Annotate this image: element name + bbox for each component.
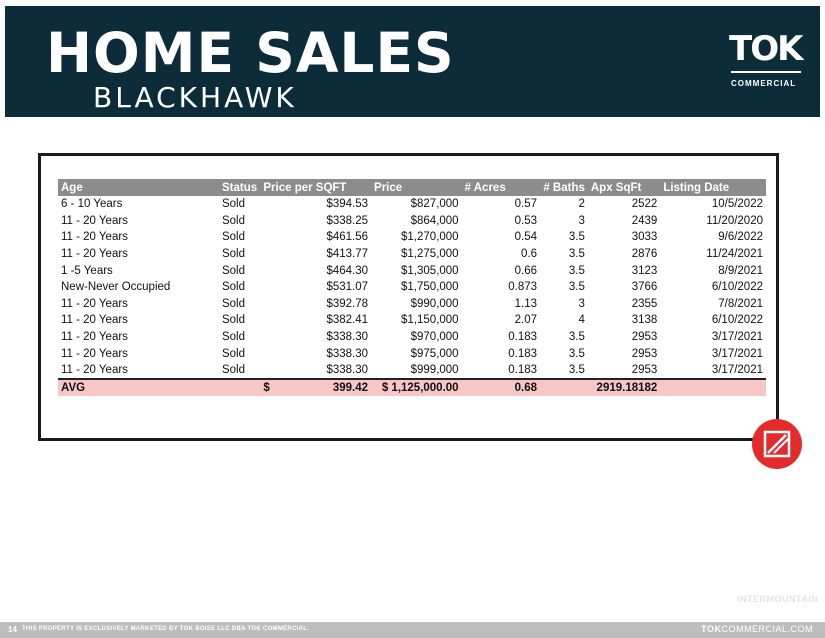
footer-url-rest: COMMERCIAL.COM: [721, 624, 813, 634]
avg-acres: 0.68: [462, 379, 540, 396]
footer-disclaimer: THIS PROPERTY IS EXCLUSIVELY MARKETED BY TOK BOISE LLC DBA TOK COMMERCIAL.: [22, 626, 310, 632]
column-header-age: Age: [58, 179, 219, 196]
table-row: [58, 345, 766, 362]
footer-bar: [0, 622, 825, 638]
cell-acres: 0.183: [508, 331, 538, 344]
cell-apx-sqft: 2522: [631, 198, 658, 211]
cell-listing-date: 8/9/2021: [718, 264, 763, 277]
cell-status: Sold: [221, 231, 245, 244]
table-row: [58, 312, 766, 329]
column-header-price-per-sqft: Price per SQFT: [260, 179, 371, 196]
cell-baths: 4: [578, 314, 585, 327]
cell-acres: 1.13: [514, 297, 538, 310]
header-banner: [5, 6, 820, 117]
cell-listing-date: 11/24/2021: [706, 248, 763, 261]
cell-listing-date: 10/5/2022: [711, 198, 763, 211]
cell-price-per-sqft: $382.41: [326, 314, 369, 327]
cell-age: 6 - 10 Years: [61, 198, 123, 211]
cell-price: $975,000: [410, 347, 459, 360]
cell-price: $970,000: [410, 331, 459, 344]
cell-status: Sold: [221, 264, 245, 277]
avg-apx-sqft: 2919.18182: [588, 379, 660, 396]
cell-price: $1,150,000: [401, 314, 459, 327]
column-header-price: Price: [371, 179, 462, 196]
logo-divider: [731, 71, 801, 73]
cell-price-per-sqft: $338.30: [326, 331, 369, 344]
cell-apx-sqft: 2953: [631, 331, 658, 344]
avg-price-per-sqft: [260, 379, 371, 396]
cell-price: $827,000: [410, 198, 459, 211]
cell-price-per-sqft: $531.07: [326, 281, 369, 294]
cell-price-per-sqft: $413.77: [326, 248, 369, 261]
cell-price: $1,275,000: [401, 248, 459, 261]
cell-age: 11 - 20 Years: [61, 314, 128, 327]
cell-price: $1,270,000: [401, 231, 459, 244]
cell-baths: 2: [578, 198, 585, 211]
cell-age: 11 - 20 Years: [61, 214, 128, 227]
brand-badge-icon: [752, 419, 802, 469]
cell-apx-sqft: 3033: [631, 231, 658, 244]
cell-listing-date: 3/17/2021: [711, 331, 763, 344]
column-header-apx-sqft: Apx SqFt: [588, 179, 660, 196]
column-header-status: Status: [219, 179, 260, 196]
cell-acres: 0.183: [508, 363, 538, 376]
avg-label: AVG: [58, 379, 219, 396]
cell-baths: 3.5: [568, 264, 585, 277]
cell-status: Sold: [221, 281, 245, 294]
cell-age: New-Never Occupied: [61, 281, 171, 294]
cell-acres: 0.183: [508, 347, 538, 360]
cell-listing-date: 9/6/2022: [718, 231, 763, 244]
table-row: [58, 262, 766, 279]
cell-apx-sqft: 3766: [631, 281, 658, 294]
cell-price: $864,000: [410, 214, 459, 227]
table-row: [58, 196, 766, 213]
table-row: [58, 229, 766, 246]
table-row: [58, 213, 766, 230]
cell-age: 11 - 20 Years: [61, 363, 128, 376]
cell-age: 11 - 20 Years: [61, 248, 128, 261]
avg-price: $ 1,125,000.00: [371, 379, 462, 396]
avg-status-empty: [219, 379, 260, 396]
cell-listing-date: 7/8/2021: [718, 297, 763, 310]
cell-baths: 3.5: [568, 347, 585, 360]
table-row: [58, 296, 766, 313]
cell-acres: 0.57: [514, 198, 538, 211]
cell-price: $999,000: [410, 363, 459, 376]
cell-acres: 2.07: [514, 314, 538, 327]
cell-listing-date: 3/17/2021: [711, 363, 763, 376]
cell-apx-sqft: 2355: [631, 297, 658, 310]
column-header-listing-date: Listing Date: [660, 179, 766, 196]
column-header-acres: # Acres: [462, 179, 540, 196]
cell-price-per-sqft: $338.30: [326, 363, 369, 376]
cell-acres: 0.6: [521, 248, 538, 261]
page-number: 14: [8, 625, 17, 634]
logo-subtext: COMMERCIAL: [731, 79, 797, 88]
avg-price-per-sqft-value: 399.42: [332, 381, 369, 394]
sales-table-frame: [38, 153, 779, 441]
cell-price: $990,000: [410, 297, 459, 310]
column-header-baths: # Baths: [540, 179, 588, 196]
table-header-row: [58, 179, 766, 196]
footer-website: [701, 624, 813, 634]
cell-acres: 0.873: [508, 281, 538, 294]
home-sales-table: [58, 179, 766, 396]
cell-baths: 3.5: [568, 331, 585, 344]
average-row: [58, 379, 766, 396]
cell-age: 11 - 20 Years: [61, 331, 128, 344]
cell-status: Sold: [221, 331, 245, 344]
cell-price-per-sqft: $338.25: [326, 214, 369, 227]
cell-status: Sold: [221, 248, 245, 261]
tok-commercial-logo: [727, 29, 807, 92]
cell-status: Sold: [221, 363, 245, 376]
watermark-text: INTERMOUNTAIN: [737, 594, 819, 604]
cell-acres: 0.53: [514, 214, 538, 227]
cell-status: Sold: [221, 297, 245, 310]
cell-baths: 3.5: [568, 231, 585, 244]
cell-baths: 3.5: [568, 363, 585, 376]
cell-baths: 3: [578, 297, 585, 310]
cell-status: Sold: [221, 314, 245, 327]
cell-baths: 3: [578, 214, 585, 227]
cell-baths: 3.5: [568, 248, 585, 261]
cell-acres: 0.54: [514, 231, 538, 244]
footer-url-bold: TOK: [701, 624, 722, 634]
cell-listing-date: 6/10/2022: [711, 281, 763, 294]
cell-price-per-sqft: $394.53: [326, 198, 369, 211]
avg-baths-empty: [540, 379, 588, 396]
cell-apx-sqft: 3138: [631, 314, 658, 327]
cell-apx-sqft: 2953: [631, 363, 658, 376]
table-row: [58, 362, 766, 379]
cell-status: Sold: [221, 347, 245, 360]
cell-acres: 0.66: [514, 264, 538, 277]
logo-mark: TOK: [729, 29, 802, 69]
cell-baths: 3.5: [568, 281, 585, 294]
cell-age: 11 - 20 Years: [61, 297, 128, 310]
cell-listing-date: 6/10/2022: [711, 314, 763, 327]
table-row: [58, 279, 766, 296]
cell-age: 1 -5 Years: [61, 264, 113, 277]
cell-status: Sold: [221, 198, 245, 211]
cell-price-per-sqft: $464.30: [326, 264, 369, 277]
cell-price-per-sqft: $392.78: [326, 297, 369, 310]
cell-listing-date: 11/20/2020: [706, 214, 763, 227]
cell-price: $1,750,000: [401, 281, 459, 294]
cell-price-per-sqft: $461.56: [326, 231, 369, 244]
avg-currency-symbol: $: [263, 381, 270, 394]
cell-listing-date: 3/17/2021: [711, 347, 763, 360]
cell-apx-sqft: 3123: [631, 264, 658, 277]
cell-price-per-sqft: $338.30: [326, 347, 369, 360]
avg-listing-date-empty: [660, 379, 766, 396]
table-row: [58, 329, 766, 346]
cell-price: $1,305,000: [401, 264, 459, 277]
cell-apx-sqft: 2953: [631, 347, 658, 360]
cell-apx-sqft: 2439: [631, 214, 658, 227]
page-subtitle: BLACKHAWK: [93, 81, 297, 114]
cell-age: 11 - 20 Years: [61, 347, 128, 360]
cell-apx-sqft: 2876: [631, 248, 658, 261]
cell-status: Sold: [221, 214, 245, 227]
table-row: [58, 246, 766, 263]
cell-age: 11 - 20 Years: [61, 231, 128, 244]
page-title: HOME SALES: [46, 21, 455, 85]
